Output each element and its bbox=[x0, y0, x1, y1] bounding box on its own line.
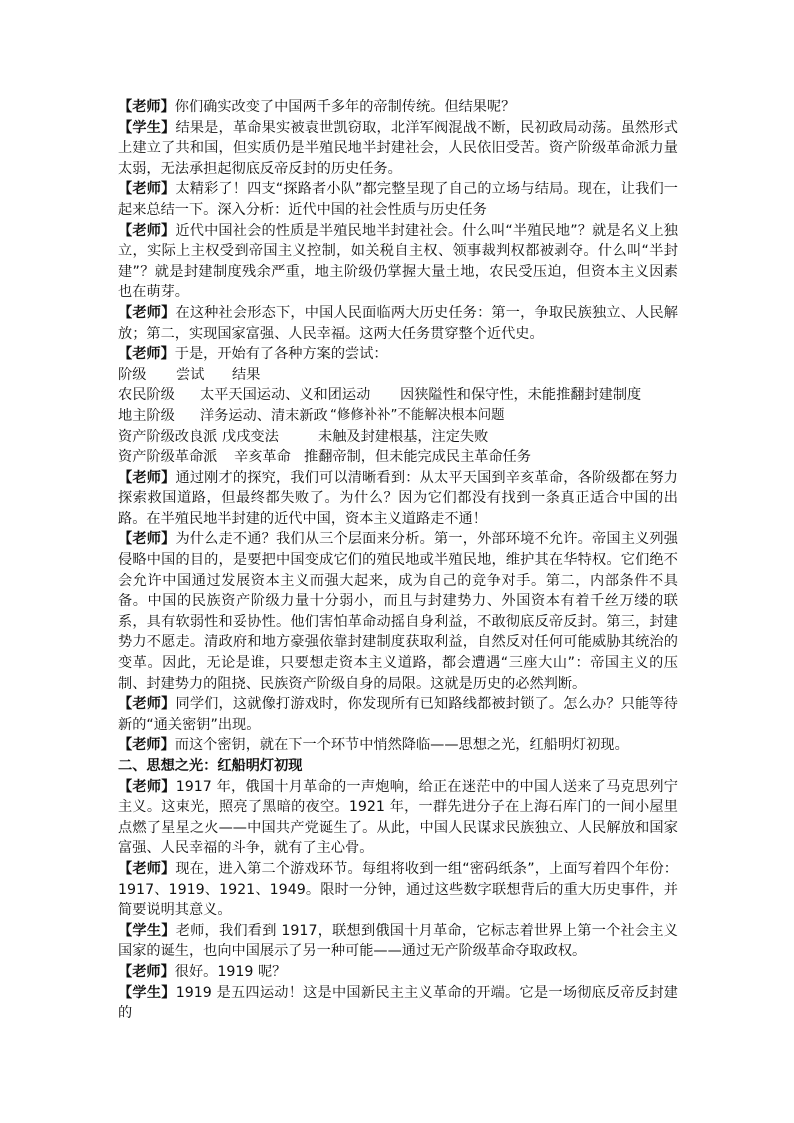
paragraph-4: 【老师】近代中国社会的性质是半殖民地半封建社会。什么叫“半殖民地”？就是名义上独立，实际上主权受到帝国主义控制，如关税自主权、领事裁判权都被剥夺。什么叫“半封建”？就是封建制度残余严重，地主阶级仍掌握大量土地，农民受压迫，但资本主义因素也在萌芽。 bbox=[118, 222, 678, 301]
paragraph-12: 【老师】现在，进入第二个游戏环节。每组将收到一组“密码纸条”，上面写着四个年份：1917、1919、1921、1949。限时一分钟，通过这些数字联想背后的重大历史事件，并简要说明其意义。 bbox=[118, 860, 678, 919]
table-row: 地主阶级 洋务运动、清末新政 “修修补补”不能解决根本问题 bbox=[118, 407, 505, 424]
table-row: 农民阶级 太平天国运动、义和团运动 因狭隘性和保守性，未能推翻封建制度 bbox=[118, 387, 642, 404]
section-heading: 二、思想之光：红船明灯初现 bbox=[118, 758, 303, 774]
table-row: 资产阶级改良派 戊戌变法 未触及封建根基，注定失败 bbox=[118, 428, 489, 445]
paragraph-5: 【老师】在这种社会形态下，中国人民面临两大历史任务：第一，争取民族独立、人民解放；第二，实现国家富强、人民幸福。这两大任务贯穿整个近代史。 bbox=[118, 304, 678, 342]
paragraph-9: 【老师】同学们，这就像打游戏时，你发现所有已知路线都被封锁了。怎么办？只能等待新的“通关密钥”出现。 bbox=[118, 696, 678, 733]
paragraph-11: 【老师】1917 年，俄国十月革命的一声炮响，给正在迷茫中的中国人送来了马克思列宁主义。这束光，照亮了黑暗的夜空。1921 年，一群先进分子在上海石库门的一间小屋里点燃了星星之火——中国共产党诞生了。从此，中国人民谋求民族独立、人民解放和国家富强、人民幸福的斗争，就有了主心骨。 bbox=[118, 778, 678, 857]
paragraph-13: 【学生】老师，我们看到 1917，联想到俄国十月革命，它标志着世界上第一个社会主义国家的诞生，也向中国展示了另一种可能——通过无产阶级革命夺取政权。 bbox=[118, 922, 678, 960]
paragraph-3: 【老师】太精彩了！四支“探路者小队”都完整呈现了自己的立场与结局。现在，让我们一起来总结一下。深入分析：近代中国的社会性质与历史任务 bbox=[118, 181, 678, 218]
paragraph-6: 【老师】于是，开始有了各种方案的尝试： bbox=[118, 346, 388, 363]
document-page bbox=[118, 97, 678, 1024]
table-row: 资产阶级革命派 辛亥革命 推翻帝制，但未能完成民主革命任务 bbox=[118, 449, 532, 466]
paragraph-10: 【老师】而这个密钥，就在下一个环节中悄然降临——思想之光，红船明灯初现。 bbox=[118, 737, 629, 754]
paragraph-14: 【老师】很好。1919 呢？ bbox=[118, 963, 287, 980]
paragraph-15: 【学生】1919 是五四运动！这是中国新民主主义革命的开端。它是一场彻底反帝反封建的 bbox=[118, 984, 678, 1022]
table-header: 阶级 尝试 结果 bbox=[118, 366, 261, 383]
paragraph-2: 【学生】结果是，革命果实被袁世凯窃取，北洋军阀混战不断，民初政局动荡。虽然形式上建立了共和国，但实质仍是半殖民地半封建社会，人民依旧受苦。资产阶级革命派力量太弱，无法承担起彻底反帝反封的历史任务。 bbox=[118, 119, 678, 177]
paragraph-1: 【老师】你们确实改变了中国两千多年的帝制传统。但结果呢？ bbox=[118, 99, 516, 115]
paragraph-8: 【老师】为什么走不通？我们从三个层面来分析。第一，外部环境不允许。帝国主义列强侵略中国的目的，是要把中国变成它们的殖民地或半殖民地，维护其在华特权。它们绝不会允许中国通过发展资本主义而强大起来，成为自己的竞争对手。第二，内部条件不具备。中国的民族资产阶级力量十分弱小，而且与封建势力、外国资本有着千丝万缕的联系，具有软弱性和妥协性。他们害怕革命动摇自身利益，不敢彻底反帝反封。第三，封建势力不愿走。清政府和地方豪强依靠封建制度获取利益，自然反对任何可能威胁其统治的变革。因此，无论是谁，只要想走资本主义道路，都会遭遇“三座大山”：帝国主义的压制、封建势力的阻挠、民族资产阶级自身的局限。这就是历史的必然判断。 bbox=[118, 531, 678, 692]
paragraph-7: 【老师】通过刚才的探究，我们可以清晰看到：从太平天国到辛亥革命，各阶级都在努力探索救国道路，但最终都失败了。为什么？因为它们都没有找到一条真正适合中国的出路。在半殖民地半封建的近代中国，资本主义道路走不通！ bbox=[118, 469, 678, 527]
